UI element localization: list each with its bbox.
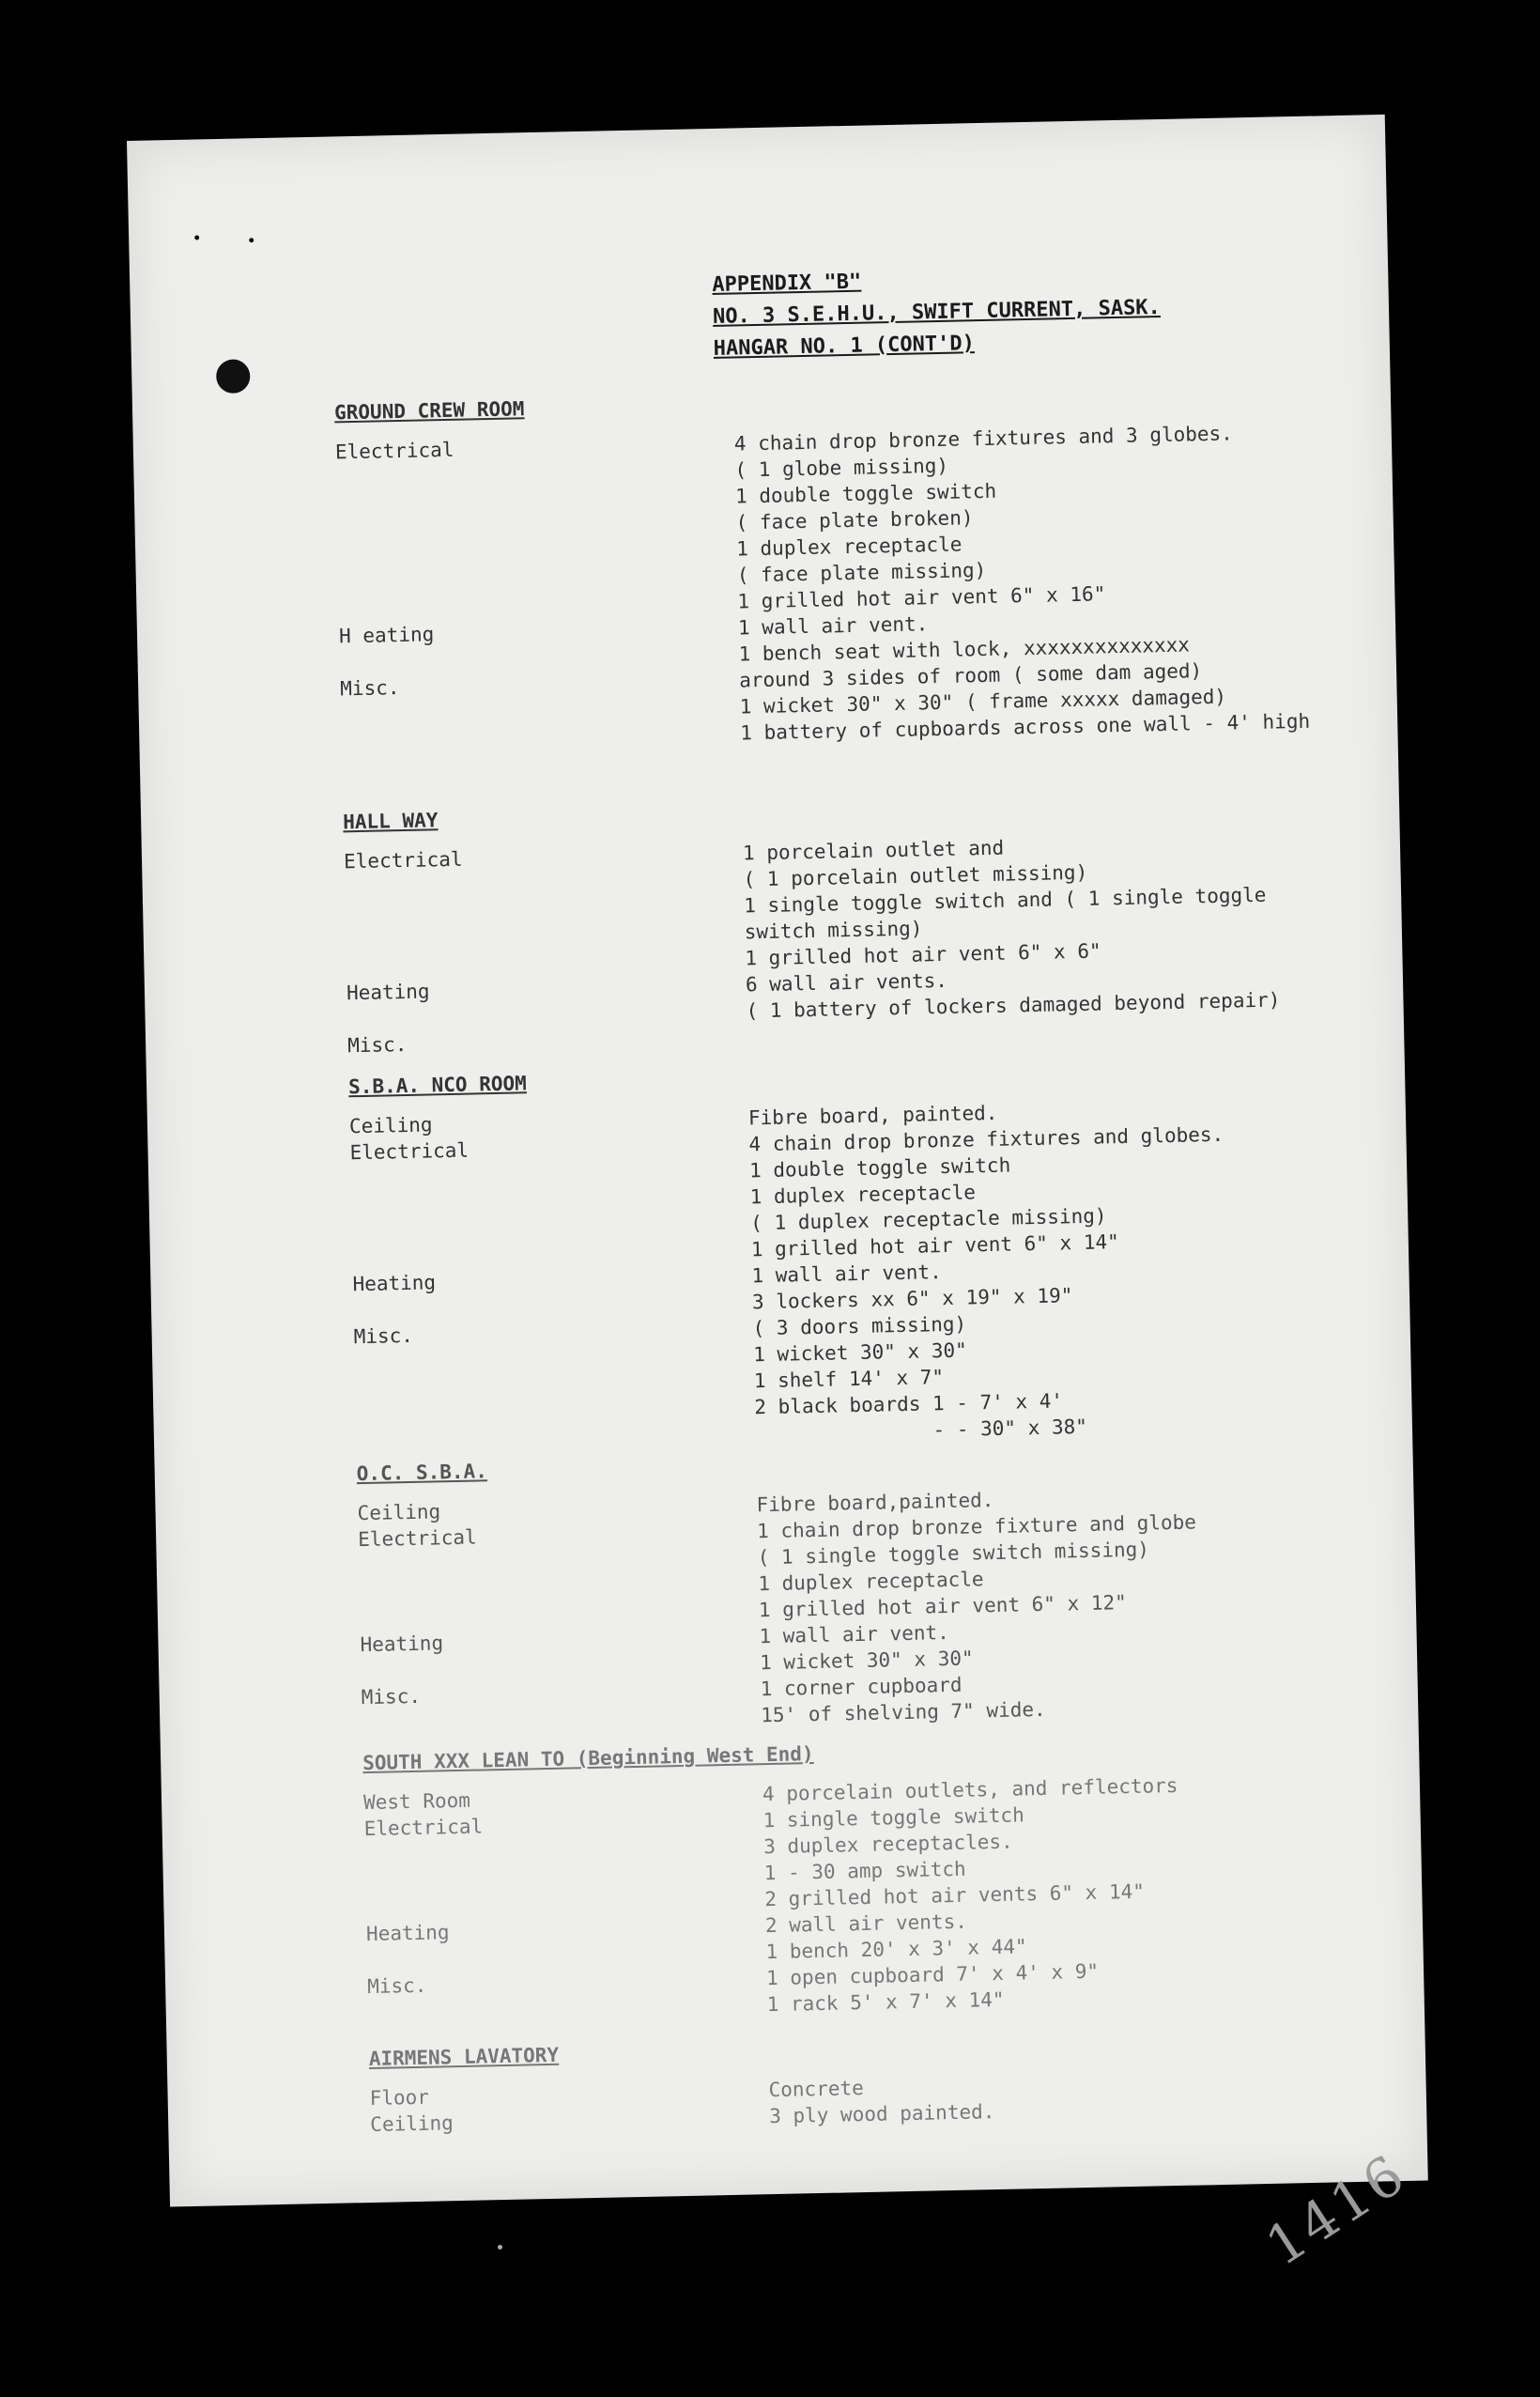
row-text: 1 wicket 30" x 30" xyxy=(759,1647,974,1675)
row-label: H eating xyxy=(338,623,435,648)
row-text: 1 bench 20' x 3' x 44" xyxy=(765,1935,1027,1964)
row-text: 1 rack 5' x 7' x 14" xyxy=(766,1987,1005,2017)
section-sba-nco-room xyxy=(348,1058,1230,1455)
row-label: Electrical xyxy=(343,847,463,874)
row-text: Fibre board, painted. xyxy=(747,1101,998,1130)
row-text: 1 battery of cupboards across one wall - 4' high xyxy=(740,709,1311,745)
row-text: 1 single toggle switch and ( 1 single toggle xyxy=(743,883,1267,918)
header-line: NO. 3 S.E.H.U., SWIFT CURRENT, SASK. xyxy=(712,295,1162,329)
row-text: Fibre board,painted. xyxy=(756,1488,994,1517)
row-text: 3 ply wood painted. xyxy=(768,2100,995,2128)
row-label: Electrical xyxy=(357,1525,477,1552)
row-text: 1 wall air vent. xyxy=(759,1621,949,1648)
row-label: Misc. xyxy=(353,1323,414,1349)
row-text: 1 - 30 amp switch xyxy=(763,1857,966,1885)
handwritten-number: 1416 xyxy=(1255,2141,1419,2279)
header-line: APPENDIX "B" xyxy=(712,270,862,297)
punch-hole xyxy=(216,359,251,394)
row-text: 1 duplex receptacle xyxy=(749,1181,977,1209)
section-title: SOUTH XXX LEAN TO (Beginning West End) xyxy=(362,1742,814,1775)
row-text: 1 bench seat with lock, xxxxxxxxxxxxxx xyxy=(738,633,1191,666)
row-text: - - 30" x 38" xyxy=(754,1415,1088,1446)
row-text: 1 single toggle switch xyxy=(762,1803,1024,1833)
speck xyxy=(498,2245,502,2250)
row-label: Misc. xyxy=(346,1032,408,1058)
row-text: 4 chain drop bronze fixtures and 3 globes. xyxy=(733,422,1234,456)
row-text: around 3 sides of room ( some dam aged) xyxy=(738,659,1203,692)
section-title: AIRMENS LAVATORY xyxy=(368,2043,560,2071)
row-text: 1 wicket 30" x 30" xyxy=(752,1338,967,1367)
header-line: HANGAR NO. 1 (CONT'D) xyxy=(713,332,976,361)
row-text: 1 open cupboard 7' x 4' x 9" xyxy=(765,1959,1100,1990)
row-text: switch missing) xyxy=(744,917,923,944)
section-airmens-lavatory xyxy=(369,2034,995,2138)
row-label: Ceiling xyxy=(357,1500,441,1525)
row-label: Ceiling xyxy=(348,1113,433,1138)
row-text: 4 chain drop bronze fixtures and globes. xyxy=(748,1122,1224,1156)
row-text: 2 black boards 1 - 7' x 4' xyxy=(754,1389,1064,1419)
row-text: 15' of shelving 7" wide. xyxy=(761,1697,1046,1727)
row-text: 1 chain drop bronze fixture and globe xyxy=(756,1510,1197,1543)
row-text: 1 duplex receptacle xyxy=(735,533,962,561)
row-label: Electrical xyxy=(334,438,454,464)
section-title: GROUND CREW ROOM xyxy=(333,397,525,425)
row-text: ( 1 single toggle switch missing) xyxy=(757,1538,1150,1570)
row-label: Heating xyxy=(346,980,430,1005)
row-text: 1 shelf 14' x 7" xyxy=(753,1366,945,1393)
section-hall-way xyxy=(343,792,1281,1059)
section-oc-sba xyxy=(357,1445,1201,1737)
row-text: ( 1 duplex receptacle missing) xyxy=(750,1204,1107,1235)
row-text: ( 1 battery of lockers damaged beyond repair) xyxy=(746,988,1281,1023)
row-label: Heating xyxy=(365,1921,450,1946)
row-text: 4 porcelain outlets, and reflectors xyxy=(762,1773,1178,1806)
row-text: 1 grilled hot air vent 6" x 6" xyxy=(745,939,1101,970)
row-text: 1 grilled hot air vent 6" x 12" xyxy=(758,1591,1128,1622)
row-text: 6 wall air vents. xyxy=(745,968,948,997)
row-text: 1 wall air vent. xyxy=(751,1260,942,1288)
row-text: 2 wall air vents. xyxy=(764,1910,968,1938)
speck xyxy=(194,235,199,240)
row-label: Floor xyxy=(369,2085,430,2111)
row-text: 3 lockers xx 6" x 19" x 19" xyxy=(751,1284,1073,1314)
section-title: S.B.A. NCO ROOM xyxy=(347,1072,528,1099)
row-label: Ceiling xyxy=(370,2111,454,2137)
section-title: O.C. S.B.A. xyxy=(356,1460,488,1486)
row-text: ( 1 porcelain outlet missing) xyxy=(743,860,1088,891)
row-text: 1 wall air vent. xyxy=(737,612,929,640)
row-label: Misc. xyxy=(340,676,400,701)
row-text: 1 corner cupboard xyxy=(760,1673,962,1701)
row-label: Heating xyxy=(352,1271,437,1296)
row-text: 1 double toggle switch xyxy=(734,479,997,508)
row-text: Concrete xyxy=(768,2077,864,2102)
row-text: ( 1 globe missing) xyxy=(734,454,949,482)
section-title: HALL WAY xyxy=(342,809,439,834)
row-text: ( 3 doors missing) xyxy=(752,1312,967,1340)
speck xyxy=(249,238,254,242)
row-label: West Room xyxy=(362,1788,471,1815)
section-ground-crew-room xyxy=(334,381,1311,755)
row-text: ( face plate missing) xyxy=(736,558,987,587)
document-page xyxy=(127,115,1428,2279)
row-text: 1 porcelain outlet and xyxy=(742,836,1005,865)
row-text: 1 duplex receptacle xyxy=(758,1568,984,1596)
row-text: 3 duplex receptacles. xyxy=(762,1830,1013,1859)
section-south-lean-to xyxy=(362,1735,1182,2026)
row-label: Misc. xyxy=(366,1973,427,1999)
row-text: 1 grilled hot air vent 6" x 14" xyxy=(750,1230,1119,1261)
document-header xyxy=(712,260,1162,365)
row-label: Heating xyxy=(360,1632,444,1657)
row-text: ( face plate broken) xyxy=(735,506,974,534)
row-text: 1 double toggle switch xyxy=(748,1153,1011,1183)
row-label: Electrical xyxy=(349,1138,470,1165)
row-text: 2 grilled hot air vents 6" x 14" xyxy=(764,1879,1146,1911)
row-text: 1 wicket 30" x 30" ( frame xxxxx damaged) xyxy=(739,685,1227,719)
row-label: Misc. xyxy=(361,1684,422,1709)
row-label: Electrical xyxy=(363,1815,484,1841)
row-text: 1 grilled hot air vent 6" x 16" xyxy=(737,582,1106,613)
